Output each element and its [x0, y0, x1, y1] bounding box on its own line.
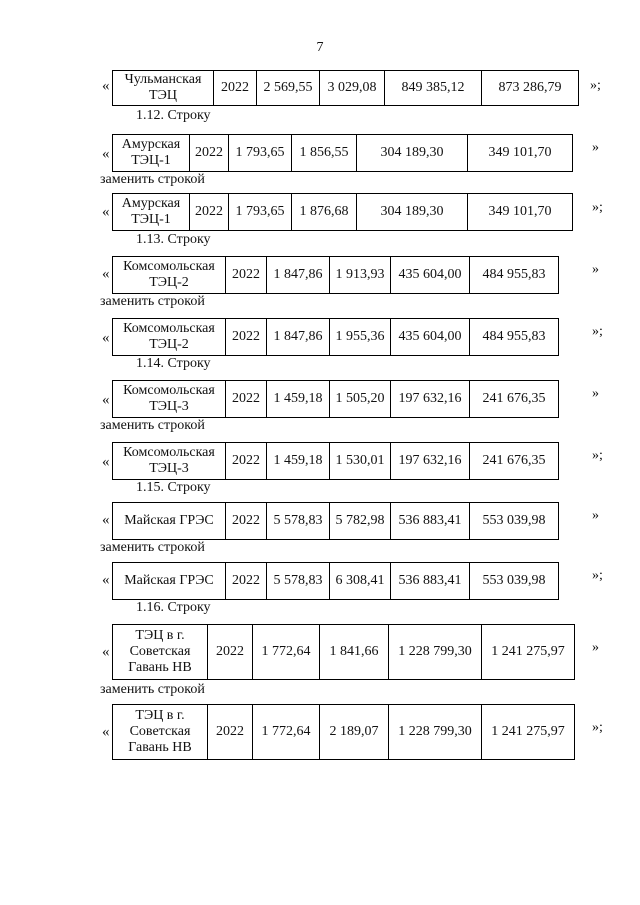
station-name: Майская ГРЭС	[113, 563, 226, 600]
value-cell-4: 873 286,79	[482, 71, 579, 106]
close-quote: »	[592, 386, 599, 401]
value-cell-4: 553 039,98	[470, 503, 559, 540]
station-name: Комсомольская ТЭЦ-3	[113, 443, 226, 480]
open-quote: «	[102, 204, 110, 220]
value-cell-2: 1 505,20	[330, 381, 391, 418]
value-cell-3: 849 385,12	[385, 71, 482, 106]
value-cell-2: 1 955,36	[330, 319, 391, 356]
station-name: ТЭЦ в г. Советская Гавань НВ	[113, 705, 208, 760]
close-quote: »	[592, 140, 599, 155]
station-name: Амурская ТЭЦ-1	[113, 135, 190, 172]
item-label-1-13: 1.13. Строку	[136, 232, 211, 247]
value-cell-3: 435 604,00	[391, 319, 470, 356]
value-cell-2: 1 856,55	[292, 135, 357, 172]
value-cell-4: 241 676,35	[470, 381, 559, 418]
value-cell-2: 2 189,07	[320, 705, 389, 760]
value-cell-1: 1 793,65	[229, 135, 292, 172]
value-cell-3: 197 632,16	[391, 381, 470, 418]
station-name: Чульманская ТЭЦ	[113, 71, 214, 106]
open-quote: «	[102, 512, 110, 528]
year-cell: 2022	[214, 71, 257, 106]
open-quote: «	[102, 330, 110, 346]
station-name: Комсомольская ТЭЦ-2	[113, 257, 226, 294]
value-cell-4: 1 241 275,97	[482, 625, 575, 680]
value-cell-4: 1 241 275,97	[482, 705, 575, 760]
replace-label: заменить строкой	[100, 294, 205, 309]
value-cell-1: 1 847,86	[267, 319, 330, 356]
value-cell-1: 1 793,65	[229, 194, 292, 231]
value-cell-4: 241 676,35	[470, 443, 559, 480]
year-cell: 2022	[226, 257, 267, 294]
table-row	[112, 318, 559, 356]
open-quote: «	[102, 454, 110, 470]
value-cell-1: 5 578,83	[267, 503, 330, 540]
item-label-1-15: 1.15. Строку	[136, 480, 211, 495]
item-label-1-14: 1.14. Строку	[136, 356, 211, 371]
year-cell: 2022	[226, 563, 267, 600]
value-cell-2: 1 913,93	[330, 257, 391, 294]
year-cell: 2022	[190, 135, 229, 172]
station-name: ТЭЦ в г. Советская Гавань НВ	[113, 625, 208, 680]
value-cell-3: 536 883,41	[391, 563, 470, 600]
open-quote: «	[102, 572, 110, 588]
table-row	[112, 442, 559, 480]
close-quote: »;	[590, 78, 601, 93]
value-cell-3: 304 189,30	[357, 194, 468, 231]
station-name: Комсомольская ТЭЦ-3	[113, 381, 226, 418]
station-name: Амурская ТЭЦ-1	[113, 194, 190, 231]
station-name: Майская ГРЭС	[113, 503, 226, 540]
value-cell-1: 5 578,83	[267, 563, 330, 600]
close-quote: »;	[592, 324, 603, 339]
value-cell-3: 1 228 799,30	[389, 705, 482, 760]
table-row	[112, 562, 559, 600]
year-cell: 2022	[226, 381, 267, 418]
replace-label: заменить строкой	[100, 418, 205, 433]
table-row	[112, 256, 559, 294]
close-quote: »;	[592, 720, 603, 735]
year-cell: 2022	[208, 625, 253, 680]
year-cell: 2022	[226, 443, 267, 480]
value-cell-4: 349 101,70	[468, 135, 573, 172]
value-cell-2: 5 782,98	[330, 503, 391, 540]
table-row	[112, 502, 559, 540]
close-quote: »	[592, 262, 599, 277]
value-cell-3: 435 604,00	[391, 257, 470, 294]
open-quote: «	[102, 266, 110, 282]
table-row	[112, 134, 573, 172]
table-row	[112, 70, 579, 106]
value-cell-4: 349 101,70	[468, 194, 573, 231]
table-row	[112, 193, 573, 231]
open-quote: «	[102, 644, 110, 660]
value-cell-1: 1 459,18	[267, 443, 330, 480]
value-cell-3: 197 632,16	[391, 443, 470, 480]
open-quote: «	[102, 724, 110, 740]
value-cell-4: 484 955,83	[470, 319, 559, 356]
open-quote: «	[102, 78, 110, 94]
open-quote: «	[102, 146, 110, 162]
close-quote: »	[592, 508, 599, 523]
value-cell-3: 1 228 799,30	[389, 625, 482, 680]
close-quote: »;	[592, 200, 603, 215]
value-cell-4: 484 955,83	[470, 257, 559, 294]
value-cell-2: 6 308,41	[330, 563, 391, 600]
open-quote: «	[102, 392, 110, 408]
value-cell-1: 1 847,86	[267, 257, 330, 294]
replace-label: заменить строкой	[100, 540, 205, 555]
replace-label: заменить строкой	[100, 682, 205, 697]
close-quote: »;	[592, 568, 603, 583]
value-cell-1: 1 772,64	[253, 625, 320, 680]
year-cell: 2022	[226, 319, 267, 356]
value-cell-4: 553 039,98	[470, 563, 559, 600]
value-cell-3: 536 883,41	[391, 503, 470, 540]
value-cell-2: 1 876,68	[292, 194, 357, 231]
value-cell-1: 1 772,64	[253, 705, 320, 760]
value-cell-1: 2 569,55	[257, 71, 320, 106]
close-quote: »	[592, 640, 599, 655]
year-cell: 2022	[226, 503, 267, 540]
table-row	[112, 624, 575, 680]
value-cell-1: 1 459,18	[267, 381, 330, 418]
item-label-1-12: 1.12. Строку	[136, 108, 211, 123]
year-cell: 2022	[208, 705, 253, 760]
station-name: Комсомольская ТЭЦ-2	[113, 319, 226, 356]
item-label-1-16: 1.16. Строку	[136, 600, 211, 615]
value-cell-2: 1 841,66	[320, 625, 389, 680]
year-cell: 2022	[190, 194, 229, 231]
table-row	[112, 380, 559, 418]
table-row	[112, 704, 575, 760]
value-cell-2: 3 029,08	[320, 71, 385, 106]
replace-label: заменить строкой	[100, 172, 205, 187]
close-quote: »;	[592, 448, 603, 463]
value-cell-3: 304 189,30	[357, 135, 468, 172]
page-number: 7	[316, 40, 324, 55]
value-cell-2: 1 530,01	[330, 443, 391, 480]
